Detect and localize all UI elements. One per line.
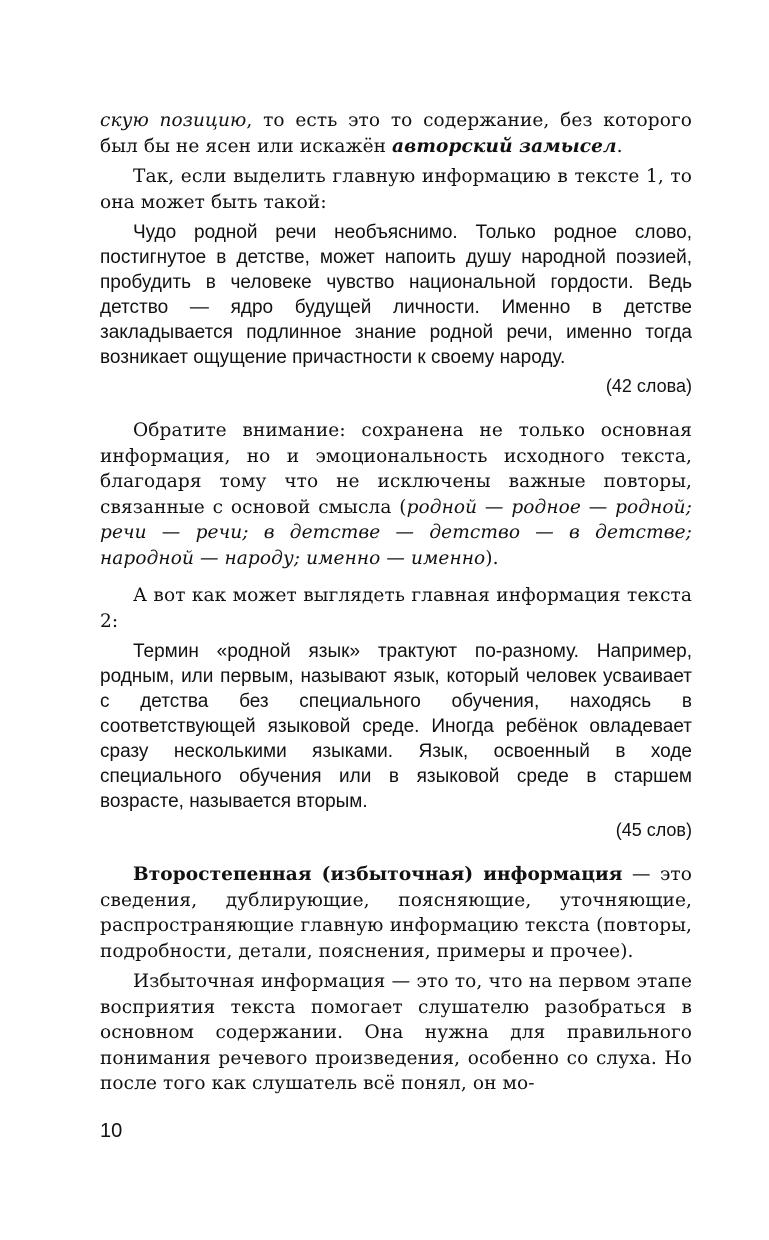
paragraph-3-italic: родной — родное — родной; речи — речи; в детстве — детство — в детстве; народной — народу; именно — именно: [100, 496, 692, 569]
paragraph-3: [100, 418, 692, 571]
paragraph-4: А вот как может выглядеть главная информация текста 2:: [100, 585, 692, 632]
paragraph-1-end: .: [616, 135, 623, 157]
page-body: [100, 108, 692, 1097]
paragraph-1-text: , то есть это то содержание, без которого был бы не ясен или искажён: [100, 110, 692, 157]
paragraph-5-text: — это сведения, дублирующие, поясняющие, уточняющие, распространяющие главную информацию текста (повторы, подробности, детали, пояснения, примеры и прочее).: [100, 864, 692, 962]
paragraph-2: Так, если выделить главную информацию в тексте 1, то она может быть такой:: [100, 166, 692, 213]
italic-phrase: скую позицию: [100, 110, 247, 131]
paragraph-5: [100, 862, 692, 964]
paragraph-3-tail: ).: [485, 547, 499, 569]
word-count-2: (45 слов): [615, 820, 692, 840]
word-count-1: (42 слова): [605, 376, 692, 396]
paragraph-3-lead: Обратите внимание: сохранена не только основная информация, но и эмоциональность исходного текста, благодаря тому что не исключены важные повторы, связанные с основой смысла (: [100, 420, 692, 518]
term-bold: Второстепенная (избыточная) информация: [133, 864, 623, 885]
summary-text-2: Термин «родной язык» трактуют по-разному. Например, родным, или первым, называют язык, который человек усваивает с детства без специального обучения, находясь в соответствующей языковой среде. Иногда ребёнок овладевает сразу несколькими языками. Язык, освоенный в ходе специального обучения или в языковой среде в старшем возрасте, называется вторым.: [100, 641, 692, 812]
paragraph-6: Избыточная информация — это то, что на первом этапе восприятия текста помогает слушателю разобраться в основном содержании. Она нужна для правильного понимания речевого произведения, особенно со слуха. Но после того как слушатель всё понял, он мо-: [100, 971, 692, 1094]
bold-italic-phrase: авторский замысел: [392, 135, 617, 157]
summary-text-1: Чудо родной речи необъяснимо. Только родное слово, постигнутое в детстве, может напоить душу народной поэзией, пробудить в человеке чувство национальной гордости. Ведь детство — ядро будущей личности. Именно в детстве закладывается подлинное знание родной речи, именно тогда возникает ощущение причастности к своему народу.: [100, 222, 692, 368]
page-number: 10: [100, 1120, 123, 1142]
paragraph-1: [100, 108, 692, 159]
